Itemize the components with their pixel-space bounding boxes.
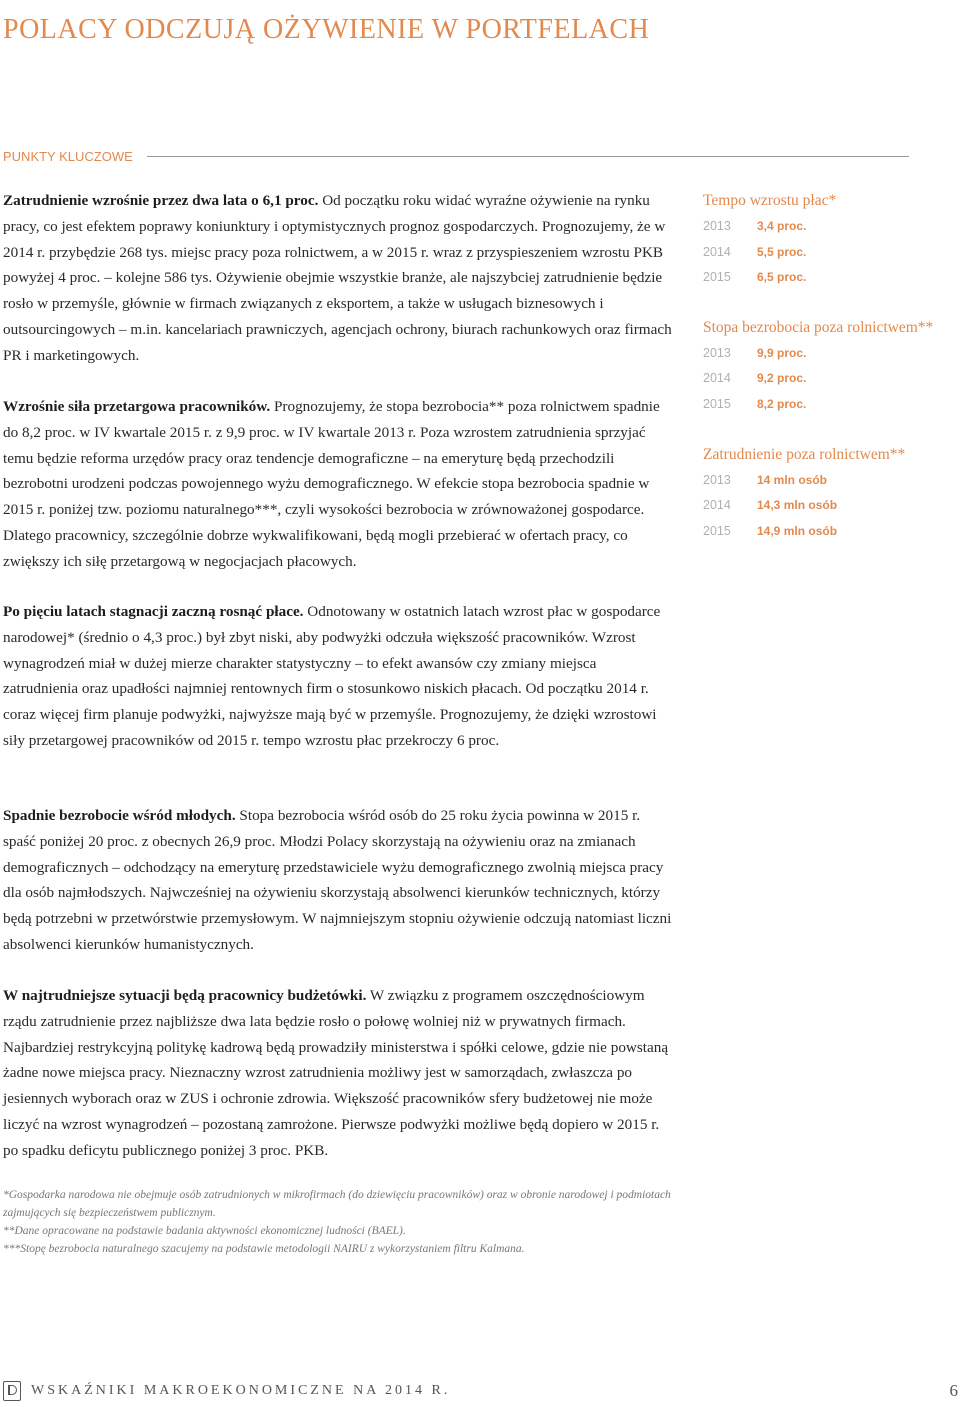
section-divider [147, 156, 909, 157]
paragraph-bargaining-power [3, 394, 675, 575]
sidebar-year: 2014 [703, 244, 731, 259]
sidebar-value: 3,4 proc. [757, 219, 807, 233]
sidebar-value: 14,9 mln osób [757, 523, 838, 538]
sidebar-heading: Zatrudnienie poza rolnictwem** [703, 445, 906, 463]
sidebar-year: 2013 [703, 345, 731, 360]
sidebar-value: 8,2 proc. [757, 396, 807, 411]
sidebar-year: 2015 [703, 396, 731, 411]
paragraph-public-sector [3, 983, 675, 1164]
sidebar-row [703, 341, 953, 367]
paragraph-body: Od początku roku widać wyraźne ożywienie na rynku pracy, co jest efektem poprawy koniunktury i optymistycznych prognoz gospodarczych. Prognozujemy, że w 2014 r. przybędzie 268 tys. miejsc pracy poza rolnictwem, a w 2015 r. wraz z przyspieszeniem wzrostu PKB powyżej 4 proc. – kolejne 586 tys. Ożywienie obejmie wszystkie branże, ale najszybciej zatrudnienie będzie rosło w przemyśle, głównie w firmach związanych z eksportem, a także w usługach biznesowych i outsourcingowych – m.in. kancelariach prawniczych, agencjach ochrony, biurach rachunkowych oraz firmach PR i marketingowych. [3, 192, 672, 364]
paragraph-lead: Spadnie bezrobocie wśród młodych. [3, 807, 236, 824]
key-indicators-sidebar [703, 188, 953, 568]
footer-publication-title: WSKAŹNIKI MAKROEKONOMICZNE NA 2014 R. [31, 1383, 451, 1398]
sidebar-year: 2013 [703, 219, 731, 233]
section-label [3, 146, 909, 166]
sidebar-row [703, 519, 953, 545]
sidebar-year: 2014 [703, 498, 731, 513]
paragraph-lead: Wzrośnie siła przetargowa pracowników. [3, 398, 271, 415]
sidebar-year: 2014 [703, 371, 731, 386]
sidebar-heading: Stopa bezrobocia poza rolnictwem** [703, 318, 934, 336]
paragraph-body: Odnotowany w ostatnich latach wzrost płac w gospodarce narodowej* (średnio o 4,3 proc.) był zbyt niski, aby podwyżki odczuła większość pracowników. Wzrost wynagrodzeń miał w dużej mierze charakter statystyczny – to efekt awansów czy zmiany miejsca zatrudnienia oraz upadłości najmniej rentownych firm o stosunkowo niskich płacach. Od początku 2014 r. coraz więcej firm planuje podwyżki, najwyższe mają być w przemyśle. Prognozujemy, że dzięki wzrostowi siły przetargowej pracowników od 2015 r. tempo wzrostu płac przekroczy 6 proc. [3, 603, 661, 749]
sidebar-value: 5,5 proc. [757, 244, 807, 259]
sidebar-year: 2013 [703, 472, 731, 487]
sidebar-value: 9,2 proc. [757, 371, 807, 386]
page-title: POLACY ODCZUJĄ OŻYWIENIE W PORTFELACH [3, 14, 650, 45]
sidebar-row [703, 265, 953, 291]
sidebar-value: 14 mln osób [757, 472, 828, 487]
footnote: ***Stopę bezrobocia naturalnego szacujemy na podstawie metodologii NAIRU z wykorzystaniem filtru Kalmana. [3, 1243, 525, 1255]
footnotes [3, 1186, 703, 1258]
sidebar-row [703, 468, 953, 494]
paragraph-body: Prognozujemy, że stopa bezrobocia** poza rolnictwem spadnie do 8,2 proc. w IV kwartale 2015 r. z 9,9 proc. w IV kwartale 2013 r. Poza wzrostem zatrudnienia sprzyjać temu będzie reforma urzędów pracy oraz tendencje demograficzne – na emeryturę będą przechodzili bezrobotni urodzeni podczas powojennego wyżu demograficznego. W efekcie stopa bezrobocia spadnie w 2015 r. poniżej tzw. poziomu naturalnego***, czyli wysokości bezrobocia w zrównoważonej gospodarce. Dlatego pracownicy, szczególnie dobrze wykwalifikowani, będą mogli przebierać w ofertach pracy, co zwiększy ich siłę przetargową w negocjacjach płacowych. [3, 398, 660, 570]
section-label-text: PUNKTY KLUCZOWE [3, 148, 133, 164]
paragraph-lead: Po pięciu latach stagnacji zaczną rosnąć płace. [3, 603, 304, 620]
paragraph-lead: W najtrudniejsze sytuacji będą pracownicy budżetówki. [3, 987, 367, 1004]
page-number: 6 [949, 1381, 958, 1400]
paragraph-body: Stopa bezrobocia wśród osób do 25 roku życia powinna w 2015 r. spaść poniżej 20 proc. z obecnych 26,9 proc. Młodzi Polacy skorzystają na ożywieniu oraz na zmianach demograficznych – odchodzący na emeryturę przedstawiciele wyżu demograficznego zwolnią miejsca pracy dla osób najmłodszych. Najwcześniej na ożywieniu skorzystają absolwenci kierunków technicznych, którzy będą potrzebni w przetwórstwie przemysłowym. W najmniejszym stopniu ożywienie odczują natomiast liczni absolwenci kierunków humanistycznych. [3, 807, 672, 953]
employment-group [703, 442, 953, 545]
sidebar-value: 6,5 proc. [757, 270, 807, 285]
footnote: **Dane opracowane na podstawie badania aktywności ekonomicznej ludności (BAEL). [3, 1225, 406, 1237]
sidebar-row [703, 240, 953, 266]
sidebar-year: 2015 [703, 270, 731, 285]
paragraph-employment [3, 188, 675, 369]
sidebar-row [703, 214, 953, 240]
sidebar-year: 2015 [703, 523, 731, 538]
sidebar-value: 9,9 proc. [757, 345, 807, 360]
paragraph-lead: Zatrudnienie wzrośnie przez dwa lata o 6,1 proc. [3, 192, 319, 209]
footnote: *Gospodarka narodowa nie obejmuje osób zatrudnionych w mikrofirmach (do dziewięciu pracowników) oraz w obronie narodowej i podmiotach zajmujących się bezpieczeństwem publicznym. [3, 1189, 671, 1219]
unemployment-rate-group [703, 315, 953, 418]
publisher-logo-icon [3, 1381, 21, 1401]
page-footer [3, 1381, 958, 1405]
sidebar-row [703, 366, 953, 392]
sidebar-row [703, 493, 953, 519]
sidebar-row [703, 392, 953, 418]
paragraph-body: W związku z programem oszczędnościowym rządu zatrudnienie przez najbliższe dwa lata będzie rosło o połowę wolniej niż w prywatnych firmach. Najbardziej restrykcyjną politykę kadrową będą prowadziły ministerstwa i spółki celowe, gdzie nie powstaną żadne nowe miejsca pracy. Nieznaczny wzrost zatrudnienia możliwy jest w samorządach, zwłaszcza po jesiennych wyborach oraz w ZUS i ochronie zdrowia. Większość pracowników sfery budżetowej nie może liczyć na wzrost wynagrodzeń – pozostaną zamrożone. Pierwsze podwyżki możliwe będą dopiero w 2015 r. po spadku deficytu publicznego poniżej 3 proc. PKB. [3, 987, 669, 1159]
sidebar-heading: Tempo wzrostu płac* [703, 192, 837, 209]
paragraph-wages [3, 599, 675, 754]
paragraph-youth-unemployment [3, 803, 675, 958]
sidebar-value: 14,3 mln osób [757, 498, 838, 513]
wage-growth-group [703, 188, 953, 291]
